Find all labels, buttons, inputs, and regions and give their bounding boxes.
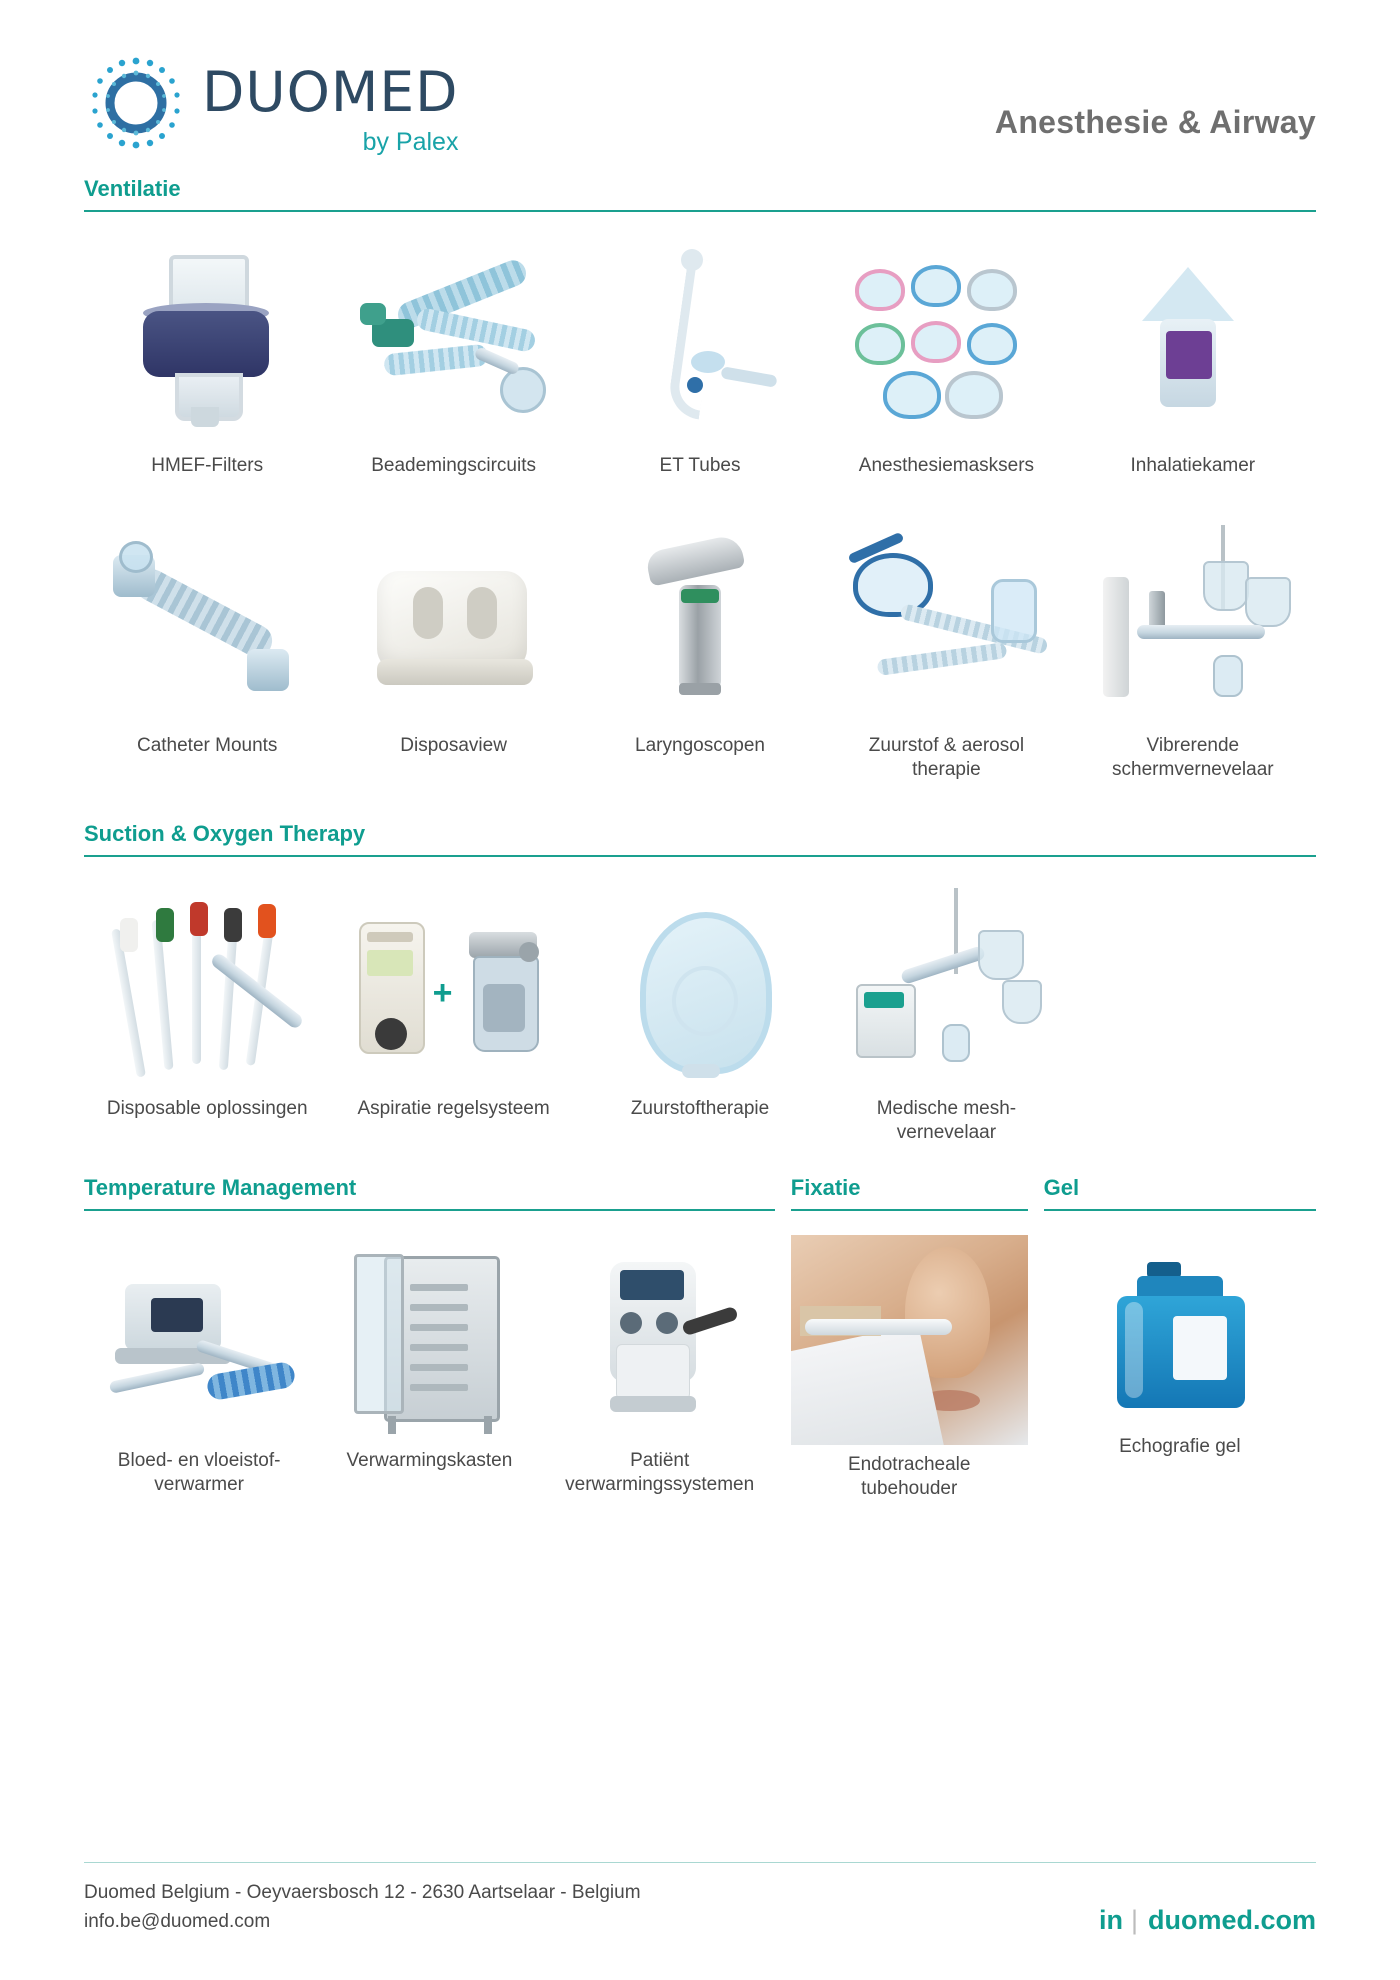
product-label: Vibrerende schermvernevelaar	[1112, 734, 1274, 780]
product-card-et-tubes[interactable]	[577, 240, 823, 478]
brand-logo	[84, 51, 458, 157]
footer-links	[1099, 1905, 1316, 1936]
product-card-laryngoscopen[interactable]	[577, 520, 823, 782]
product-card-zuurstof-aerosol-therapie[interactable]	[823, 520, 1069, 782]
hmef-filter-image-icon	[90, 240, 324, 450]
footer-website[interactable]: duomed.com	[1147, 1905, 1316, 1935]
product-row	[84, 1235, 775, 1497]
page-header	[84, 0, 1316, 156]
section-title-fixatie: Fixatie	[790, 1174, 861, 1200]
product-label: Verwarmingskasten	[346, 1449, 513, 1471]
section-title-ventilatie: Ventilatie	[84, 176, 181, 201]
product-card-beademingscircuits[interactable]	[330, 240, 576, 478]
product-card-bloed-vloeistof-verwarmer[interactable]	[84, 1235, 314, 1497]
product-label: Inhalatiekamer	[1130, 455, 1256, 476]
section-divider	[84, 210, 1316, 212]
inhalation-chamber-image-icon	[1076, 240, 1310, 450]
product-label: HMEF-Filters	[151, 455, 264, 476]
footer-address: Duomed Belgium - Oeyvaersbosch 12 - 2630 Aartselaar - Belgium	[84, 1882, 641, 1903]
blood-fluid-warmer-image-icon	[90, 1235, 308, 1445]
product-card-endotracheale-tubehouder[interactable]	[791, 1235, 1028, 1501]
medical-mesh-nebulizer-image-icon	[829, 883, 1063, 1093]
brand-tagline: by Palex	[362, 128, 459, 156]
product-row	[84, 883, 1316, 1145]
product-label: Disposable oplossingen	[106, 1098, 308, 1120]
section-divider	[84, 1209, 775, 1211]
product-label: Anesthesiemasksers	[858, 455, 1035, 476]
laryngoscope-image-icon	[583, 520, 817, 730]
product-label: Catheter Mounts	[136, 734, 278, 756]
product-card-empty	[1070, 883, 1316, 1145]
footer-separator: |	[1130, 1905, 1138, 1935]
product-card-verwarmingskasten[interactable]	[314, 1235, 544, 1497]
product-label: Echografie gel	[1119, 1435, 1241, 1457]
duomed-dot-circle-logo-icon	[84, 51, 188, 155]
product-row	[84, 520, 1316, 782]
product-card-disposable-oplossingen[interactable]	[84, 883, 330, 1145]
product-label: Aspiratie regelsysteem	[357, 1098, 550, 1120]
section-divider	[84, 855, 1316, 857]
brand-name: DUOMED	[202, 60, 459, 124]
product-card-hmef-filters[interactable]	[84, 240, 330, 478]
product-label: Endotracheale tubehouder	[847, 1453, 971, 1499]
product-card-vibrerende-schermvernevelaar[interactable]	[1070, 520, 1316, 782]
bottom-band	[84, 1175, 1316, 1501]
empty-slot	[1076, 883, 1310, 1093]
section-suction-oxygen-therapy	[84, 821, 1316, 1145]
section-title-suction-oxygen: Suction & Oxygen Therapy	[84, 821, 366, 847]
section-temperature-management	[84, 1175, 775, 1501]
section-divider	[1044, 1209, 1316, 1211]
product-card-patient-verwarmingssystemen[interactable]	[545, 1235, 775, 1497]
linkedin-icon[interactable]: in	[1098, 1905, 1123, 1935]
et-tube-image-icon	[583, 240, 817, 450]
section-ventilatie	[84, 176, 1316, 781]
product-label: Laryngoscopen	[635, 734, 765, 756]
suction-regulator-jar-image-icon: +	[336, 883, 570, 1093]
section-fixatie	[791, 1175, 1028, 1501]
oxygen-therapy-mask-image-icon	[583, 883, 817, 1093]
footer-email[interactable]: info.be@duomed.com	[84, 1910, 271, 1932]
page-title: Anesthesie & Airway	[994, 103, 1316, 140]
endotracheal-tube-holder-photo-icon	[791, 1235, 1028, 1445]
warming-cabinet-image-icon	[320, 1235, 538, 1445]
breathing-circuit-image-icon	[336, 240, 570, 450]
product-card-zuurstoftherapie[interactable]	[577, 883, 823, 1145]
page-footer	[84, 1862, 1316, 1936]
brand-wordmark	[202, 51, 458, 157]
product-card-catheter-mounts[interactable]	[84, 520, 330, 782]
product-label: Zuurstoftherapie	[630, 1098, 770, 1120]
disposaview-foam-image-icon	[336, 520, 570, 730]
section-title-temperature: Temperature Management	[84, 1174, 357, 1200]
product-card-echografie-gel[interactable]	[1044, 1235, 1316, 1459]
section-title-gel: Gel	[1043, 1174, 1080, 1200]
section-gel	[1044, 1175, 1316, 1501]
footer-divider	[84, 1862, 1316, 1863]
product-label: Disposaview	[400, 734, 507, 756]
product-card-anesthesiemasksers[interactable]	[823, 240, 1069, 478]
product-card-medische-mesh-vernevelaar[interactable]	[823, 883, 1069, 1145]
footer-contact	[84, 1879, 641, 1936]
suction-catheters-image-icon	[90, 883, 324, 1093]
product-label: Patiënt verwarmingssystemen	[565, 1449, 755, 1495]
product-row	[84, 240, 1316, 478]
product-card-aspiratie-regelsysteem[interactable]	[330, 883, 576, 1145]
ultrasound-gel-canister-image-icon	[1044, 1235, 1316, 1435]
oxygen-aerosol-therapy-image-icon	[829, 520, 1063, 730]
patient-warming-system-image-icon	[551, 1235, 769, 1445]
product-card-disposaview[interactable]	[330, 520, 576, 782]
anesthesia-masks-image-icon	[829, 240, 1063, 450]
product-label: Bloed- en vloeistof-verwarmer	[117, 1449, 281, 1495]
product-label: Beademingscircuits	[371, 455, 536, 476]
vibrating-mesh-nebulizer-image-icon	[1076, 520, 1310, 730]
product-label: Zuurstof & aerosol therapie	[868, 734, 1025, 780]
product-label: ET Tubes	[659, 455, 741, 476]
product-label: Medische mesh-vernevelaar	[876, 1098, 1017, 1143]
section-divider	[791, 1209, 1028, 1211]
catheter-mount-image-icon	[90, 520, 324, 730]
product-card-inhalatiekamer[interactable]	[1070, 240, 1316, 478]
